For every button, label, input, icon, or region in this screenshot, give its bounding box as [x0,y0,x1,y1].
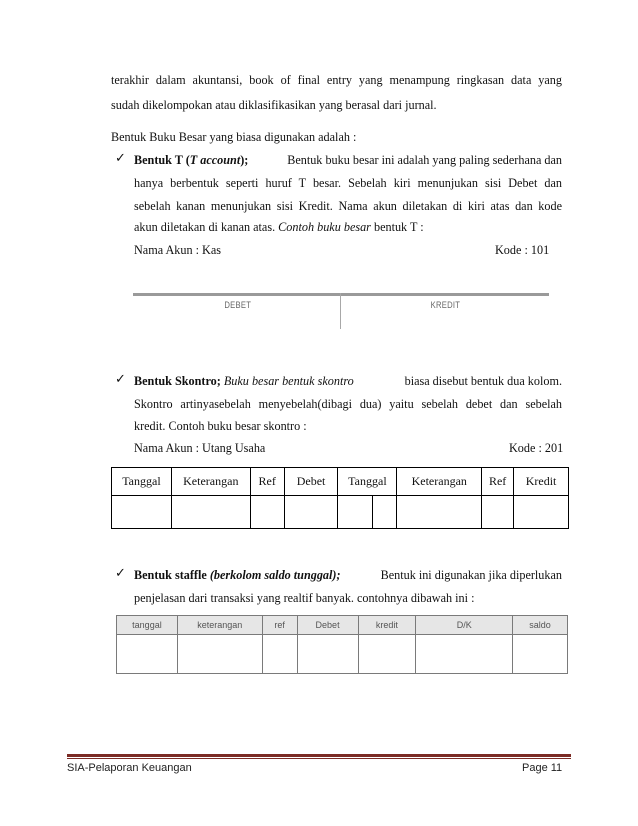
skontro-header-cell: Debet [284,468,338,496]
t-account-code: Kode : 101 [495,243,550,257]
table-cell [117,635,178,674]
skontro-header-cell: Tanggal [338,468,397,496]
t-account-title-line [134,153,562,168]
t-account-line-3: sebelah kanan menunjukan sisi Kredit. Nama akun diletakan di kiri atas dan kode [134,199,562,213]
table-cell [112,496,172,529]
skontro-empty-row [112,496,569,529]
table-cell [297,635,358,674]
skontro-title-italic: Buku besar bentuk skontro [223,374,354,388]
table-cell [416,635,513,674]
staffle-empty-row [117,635,568,674]
t-account-line4-tail: bentuk T : [373,220,424,234]
t-account-line-2: hanya berbentuk seperti huruf T besar. Sebelah kiri menunjukan sisi Debet dan [134,176,562,190]
table-cell [177,635,262,674]
section-heading: Bentuk Buku Besar yang biasa digunakan adalah : [111,130,357,144]
staffle-header-cell: tanggal [117,616,178,635]
staffle-title: Bentuk staffle [134,568,207,582]
t-account-credit-label: KREDIT [430,300,461,310]
skontro-account-code: Kode : 201 [509,441,564,455]
skontro-line-2: Skontro artinyasebelah menyebelah(dibagi dua) yaitu sebelah debet dan sebelah [134,397,562,411]
skontro-title: Bentuk Skontro; [134,374,221,388]
skontro-header-cell: Ref [250,468,284,496]
table-cell [171,496,250,529]
t-account-divider [340,293,341,329]
table-cell [262,635,297,674]
table-cell [514,496,569,529]
table-cell [284,496,338,529]
staffle-line1-rest: Bentuk ini digunakan jika diperlukan [380,568,562,582]
staffle-header-cell: D/K [416,616,513,635]
t-account-debit-label: DEBET [224,300,252,310]
t-account-line-4 [134,220,424,235]
table-cell [250,496,284,529]
table-cell [358,635,416,674]
checkmark-icon: ✓ [115,151,126,166]
intro-line-2: sudah dikelompokan atau diklasifikasikan yang berasal dari jurnal. [111,98,437,112]
skontro-header-row [112,468,569,496]
t-account-name: Nama Akun : Kas [134,243,221,257]
skontro-line-3: kredit. Contoh buku besar skontro : [134,419,307,433]
staffle-header-cell: saldo [513,616,568,635]
table-cell [482,496,514,529]
t-account-title-italic: T account [189,153,241,167]
staffle-table [116,615,568,674]
staffle-title-italic: (berkolom saldo tunggal); [209,568,341,582]
staffle-header-cell: keterangan [177,616,262,635]
staffle-header-cell: kredit [358,616,416,635]
table-cell [513,635,568,674]
skontro-header-cell: Keterangan [397,468,482,496]
staffle-header-row [117,616,568,635]
skontro-header-cell: Keterangan [171,468,250,496]
footer-page-number: Page 11 [522,762,563,774]
t-account-title-close: ); [240,153,249,167]
checkmark-icon: ✓ [115,566,126,581]
skontro-header-cell: Kredit [514,468,569,496]
intro-line-1: terakhir dalam akuntansi, book of final entry yang menampung ringkasan data yang [111,73,562,87]
t-account-line4-italic: Contoh buku besar [278,220,371,234]
staffle-header-cell: Debet [297,616,358,635]
table-cell [397,496,482,529]
footer-rule-thin [67,758,571,759]
checkmark-icon: ✓ [115,372,126,387]
footer-left: SIA-Pelaporan Keuangan [67,762,192,774]
skontro-title-line [134,374,562,389]
skontro-header-cell: Ref [482,468,514,496]
staffle-title-line [134,568,562,583]
t-account-title: Bentuk T ( [134,153,190,167]
t-account-top-line [133,293,549,296]
t-account-line4-plain: akun diletakan di kanan atas. [134,220,276,234]
skontro-account-name: Nama Akun : Utang Usaha [134,441,266,455]
footer-rule-thick [67,754,571,757]
t-account-line1-rest: Bentuk buku besar ini adalah yang paling sederhana dan [287,153,562,167]
table-cell [338,496,397,529]
staffle-header-cell: ref [262,616,297,635]
staffle-line-2: penjelasan dari transaksi yang realtif banyak. contohnya dibawah ini : [134,591,475,605]
skontro-header-cell: Tanggal [112,468,172,496]
skontro-line1-rest: biasa disebut bentuk dua kolom. [404,374,562,388]
skontro-table [111,467,569,529]
